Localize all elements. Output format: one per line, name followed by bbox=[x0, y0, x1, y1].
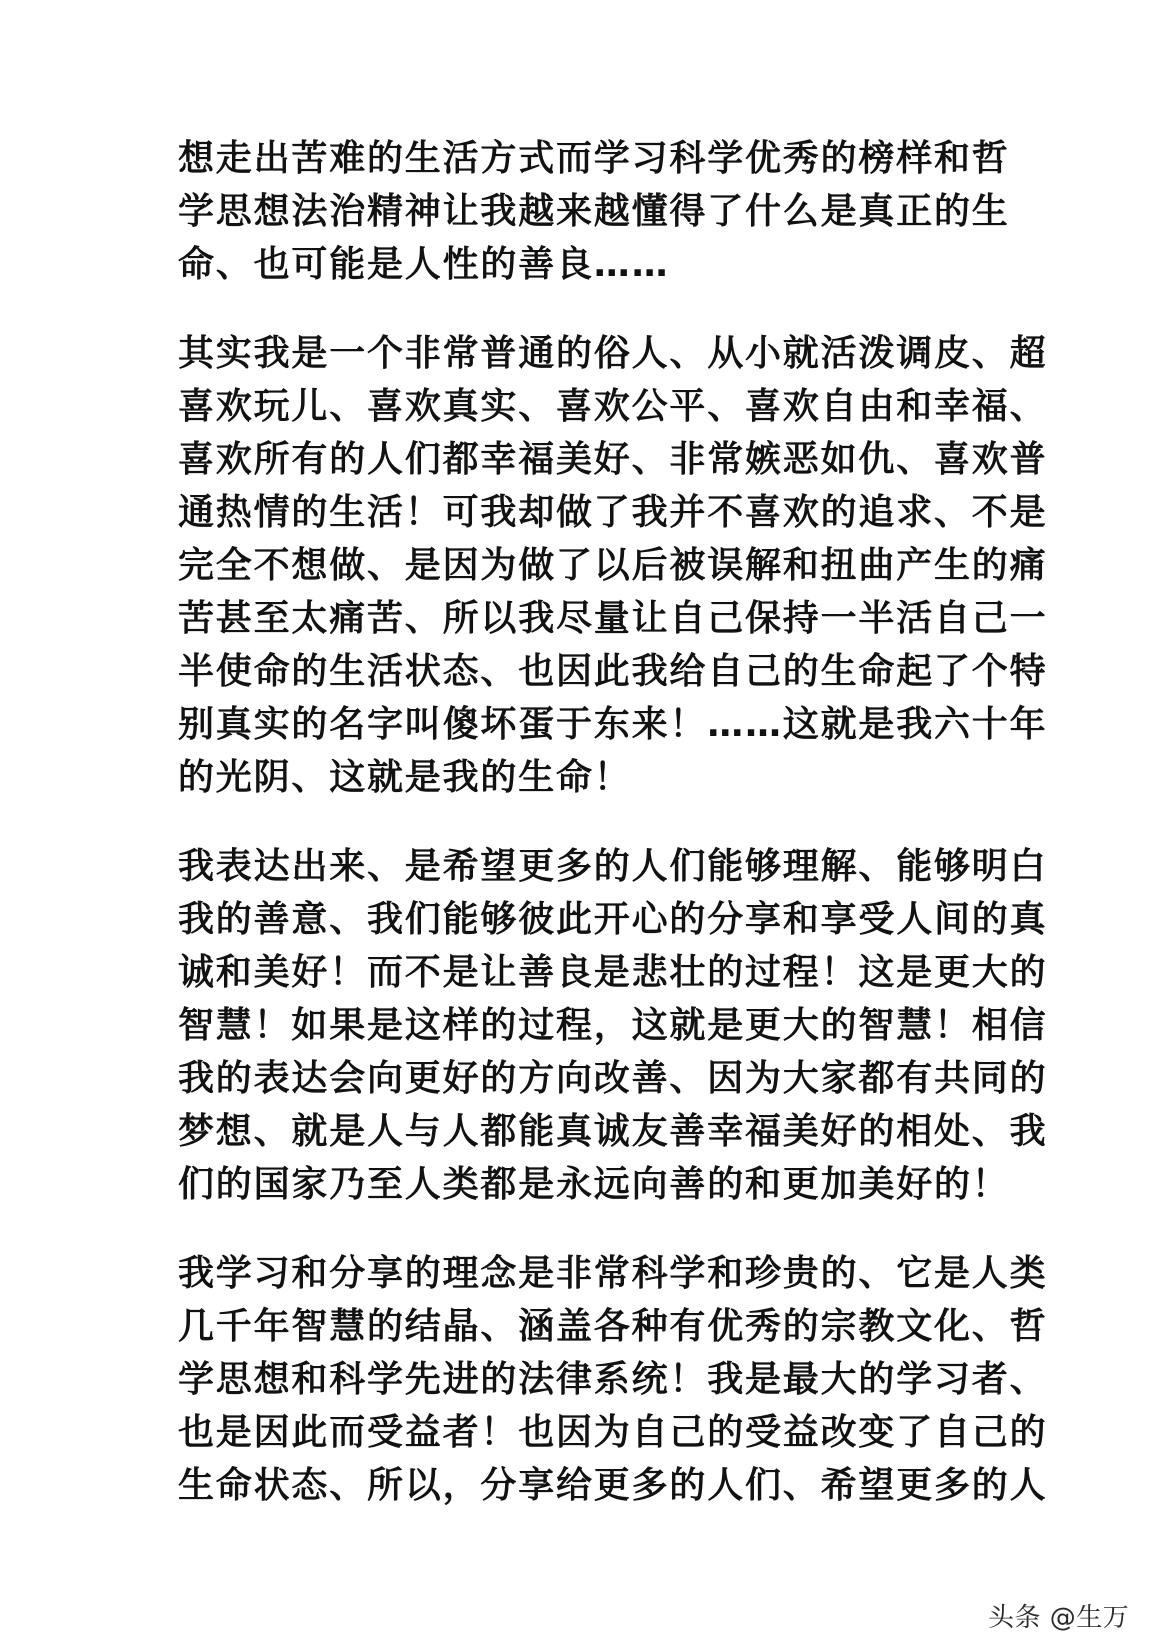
text-line: 学思想和科学先进的法律系统！我是最大的学习者、 bbox=[178, 1359, 1048, 1400]
text-line: 喜欢所有的人们都幸福美好、非常嫉恶如仇、喜欢普 bbox=[178, 439, 1048, 480]
text-line: 梦想、就是人与人都能真诚友善幸福美好的相处、我 bbox=[178, 1111, 1048, 1152]
text-line: 们的国家乃至人类都是永远向善的和更加美好的！ bbox=[178, 1164, 1010, 1205]
paragraph-2 bbox=[178, 327, 1048, 804]
text-line: 半使命的生活状态、也因此我给自己的生命起了个特 bbox=[178, 651, 1048, 692]
text-line: 我表达出来、是希望更多的人们能够理解、能够明白 bbox=[178, 846, 1048, 887]
paragraph-3 bbox=[178, 840, 1048, 1211]
text-line: 诚和美好！而不是让善良是悲壮的过程！这是更大的 bbox=[178, 952, 1048, 993]
text-line: 别真实的名字叫傻坏蛋于东来！……这就是我六十年 bbox=[178, 704, 1048, 745]
paragraph-1 bbox=[178, 132, 1010, 291]
text-line: 完全不想做、是因为做了以后被误解和扭曲产生的痛 bbox=[178, 545, 1048, 586]
text-line: 智慧！如果是这样的过程，这就是更大的智慧！相信 bbox=[178, 1005, 1048, 1046]
text-line: 其实我是一个非常普通的俗人、从小就活泼调皮、超 bbox=[178, 333, 1048, 374]
text-line: 我学习和分享的理念是非常科学和珍贵的、它是人类 bbox=[178, 1253, 1048, 1294]
text-line: 苦甚至太痛苦、所以我尽量让自己保持一半活自己一 bbox=[178, 598, 1048, 639]
source-watermark: 头条 @生万 bbox=[988, 1603, 1130, 1633]
text-line: 命、也可能是人性的善良…… bbox=[178, 244, 670, 285]
paragraph-4 bbox=[178, 1247, 1048, 1512]
text-line: 几千年智慧的结晶、涵盖各种有优秀的宗教文化、哲 bbox=[178, 1306, 1048, 1347]
text-line: 生命状态、所以，分享给更多的人们、希望更多的人 bbox=[178, 1465, 1048, 1506]
text-line: 学思想法治精神让我越来越懂得了什么是真正的生 bbox=[178, 191, 1010, 232]
text-line: 通热情的生活！可我却做了我并不喜欢的追求、不是 bbox=[178, 492, 1048, 533]
text-line: 喜欢玩儿、喜欢真实、喜欢公平、喜欢自由和幸福、 bbox=[178, 386, 1048, 427]
text-line: 我的善意、我们能够彼此开心的分享和享受人间的真 bbox=[178, 899, 1048, 940]
text-line: 的光阴、这就是我的生命！ bbox=[178, 757, 632, 798]
article-body bbox=[178, 132, 1048, 1548]
text-line: 也是因此而受益者！也因为自己的受益改变了自己的 bbox=[178, 1412, 1048, 1453]
text-line: 想走出苦难的生活方式而学习科学优秀的榜样和哲 bbox=[178, 138, 1010, 179]
text-line: 我的表达会向更好的方向改善、因为大家都有共同的 bbox=[178, 1058, 1048, 1099]
